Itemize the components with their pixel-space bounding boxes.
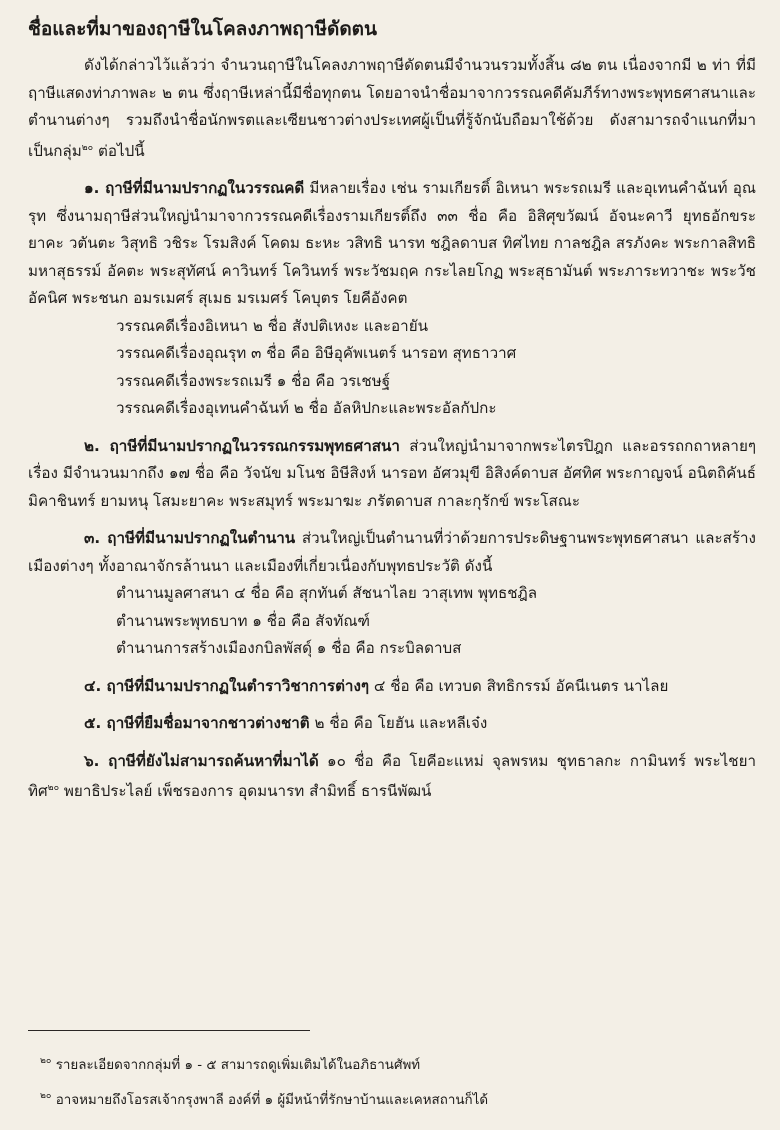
section-title: ๒. ฤาษีที่มีนามปรากฏในวรรณกรรมพุทธศาสนา — [84, 436, 400, 455]
sub-item: ตำนานพระพุทธบาท ๑ ชื่อ คือ สัจทัณฑ์ — [116, 611, 371, 630]
footnote-ref[interactable]: ๒๐ — [47, 783, 60, 793]
sub-item: วรรณคดีเรื่องพระรถเมรี ๑ ชื่อ คือ วรเชษฐ์ — [116, 371, 391, 390]
sub-item: วรรณคดีเรื่องอุเทนคำฉันท์ ๒ ชื่อ อัลหิปกะและพระอัลกัปกะ — [116, 399, 497, 417]
footnote-mark: ๒๐ — [40, 1056, 52, 1066]
intro-paragraph — [28, 52, 756, 165]
intro-tail: ต่อไปนี้ — [93, 141, 145, 160]
footnote-text: รายละเอียดจากกลุ่มที่ ๑ - ๕ สามารถดูเพิ่มเติมได้ในอภิธานศัพท์ — [51, 1058, 421, 1073]
footnote — [40, 1046, 756, 1081]
section-title: ๖. ฤาษีที่ยังไม่สามารถค้นหาที่มาได้ — [84, 751, 319, 770]
section-text: ๑๐ ชื่อ คือ โยคีอะแหม่ จุลพรหม ชุทธาลกะ กามินทร์ พระไชยาทิศ — [28, 751, 756, 800]
section-6 — [28, 748, 756, 806]
section-title: ๑. ฤาษีที่มีนามปรากฏในวรรณคดี — [84, 179, 305, 197]
section-text: ส่วนใหญ่นำมาจากพระไตรปิฎก และอรรถกถาหลายๆ เรื่อง มีจำนวนมากถึง ๑๗ ชื่อ คือ วัจนัข มโนช อิษีสิงห์ นารอท อัศวมุขี อิสิงค์ดาบส อัศทิศ พระกาญจน์ อนิตถิคันธ์ มิคาชินทร์ ยามหนุ โสมะยาคะ พระสมุทร์ พระมาฆะ ภรัตดาบส กาละกุรักข์ พระโสณะ — [28, 436, 756, 510]
section-text: ส่วนใหญ่เป็นตำนานที่ว่าด้วยการประดิษฐานพระพุทธศาสนา และสร้างเมืองต่างๆ ทั้งอาณาจักรล้านนา และเมืองที่เกี่ยวเนื่องกับพุทธประวัติ ดังนี้ — [28, 529, 756, 575]
footnote — [40, 1081, 756, 1116]
sub-item: วรรณคดีเรื่องอุณรุท ๓ ชื่อ คือ อิษีอุคัพเนตร์ นารอท สุทธาวาศ — [116, 344, 517, 362]
footnote-text: อาจหมายถึงโอรสเจ้ากรุงพาลี องค์ที่ ๑ ผู้มีหน้าที่รักษาบ้านและเคหสถานก็ได้ — [51, 1093, 489, 1108]
footnote-ref[interactable]: ๒๐ — [81, 142, 94, 153]
section-3 — [28, 525, 756, 663]
sub-item: ตำนานมูลศาสนา ๔ ชื่อ คือ สุกทันต์ สัชนาไลย วาสุเทพ พุทธชฎิล — [116, 584, 538, 602]
section-text: ๒ ชื่อ คือ โยฮัน และหลีเจ๋ง — [309, 714, 488, 732]
section-5 — [28, 710, 756, 738]
page-title: ชื่อและที่มาของฤาษีในโคลงภาพฤาษีดัดตน — [28, 18, 378, 40]
footnotes — [40, 1046, 756, 1116]
section-text-tail: พยาธิประไลย์ เพ็ชรองการ อุดมนารท สำมิทธิ์ ธารนีพัฒน์ — [59, 782, 432, 800]
section-text: ๔ ชื่อ คือ เทวบด สิทธิกรรม์ อัคนีเนตร นาไลย — [369, 676, 669, 695]
intro-text: ดังได้กล่าวไว้แล้วว่า จำนวนฤาษีในโคลงภาพฤาษีดัดตนมีจำนวนรวมทั้งสิ้น ๘๒ ตน เนื่องจากมี ๒ ท่า ที่มีฤาษีแสดงท่าภาพละ ๒ ตน ซึ่งฤาษีเหล่านี้มีชื่อทุกตน โดยอาจนำชื่อมาจากวรรณคดีคัมภีร์ทางพระพุทธศาสนาและตำนานต่างๆ รวมถึงนำชื่อนักพรตและเซียนชาวต่างประเทศผู้เป็นที่รู้จักนับถือมาใช้ด้วย ดังสามารถจำแนกที่มาเป็นกลุ่ม — [28, 56, 756, 160]
sub-item: ตำนานการสร้างเมืองกบิลพัสดุ์ ๑ ชื่อ คือ กระบิลดาบส — [116, 639, 462, 657]
section-2 — [28, 433, 756, 516]
footnote-divider — [28, 1030, 310, 1031]
sub-item: วรรณคดีเรื่องอิเหนา ๒ ชื่อ สังปติเหงะ และอายัน — [116, 316, 428, 335]
section-title: ๕. ฤาษีที่ยืมชื่อมาจากชาวต่างชาติ — [84, 714, 310, 732]
section-title: ๔. ฤาษีที่มีนามปรากฏในตำราวิชาการต่างๆ — [84, 676, 370, 695]
footnote-mark: ๒๐ — [40, 1091, 52, 1101]
section-1 — [28, 175, 756, 423]
section-text: มีหลายเรื่อง เช่น รามเกียรติ์ อิเหนา พระรถเมรี และอุเทนคำฉันท์ อุณรุท ซึ่งนามฤาษีส่วนใหญ่นำมาจากวรรณคดีเรื่องรามเกียรติ์ถึง ๓๓ ชื่อ คือ อิสิศุขวัฒน์ อัจนะคาวี ยุทธอักขระ ยาคะ วตันตะ วิสุทธิ วชิระ โรมสิงค์ โคดม ธะหะ วสิทธิ นารท ชฎิลดาบส ทิศไทย กาลชฎิล สรภังคะ พระกาลสิทธิ มหาสุธรรม์ อัคตะ พระสุทัศน์ คาวินทร์ โควินทร์ พระวัชมฤค กระไลยโกฏ พระสุธามันต์ พระภาระทวาชะ พระวัชอัคนิศ พระชนก อมรเมศร์ สุเมธ มรเมศร์ โคบุตร โยคีอังคต — [28, 179, 756, 307]
section-title: ๓. ฤาษีที่มีนามปรากฏในตำนาน — [84, 529, 296, 547]
section-4 — [28, 673, 756, 701]
